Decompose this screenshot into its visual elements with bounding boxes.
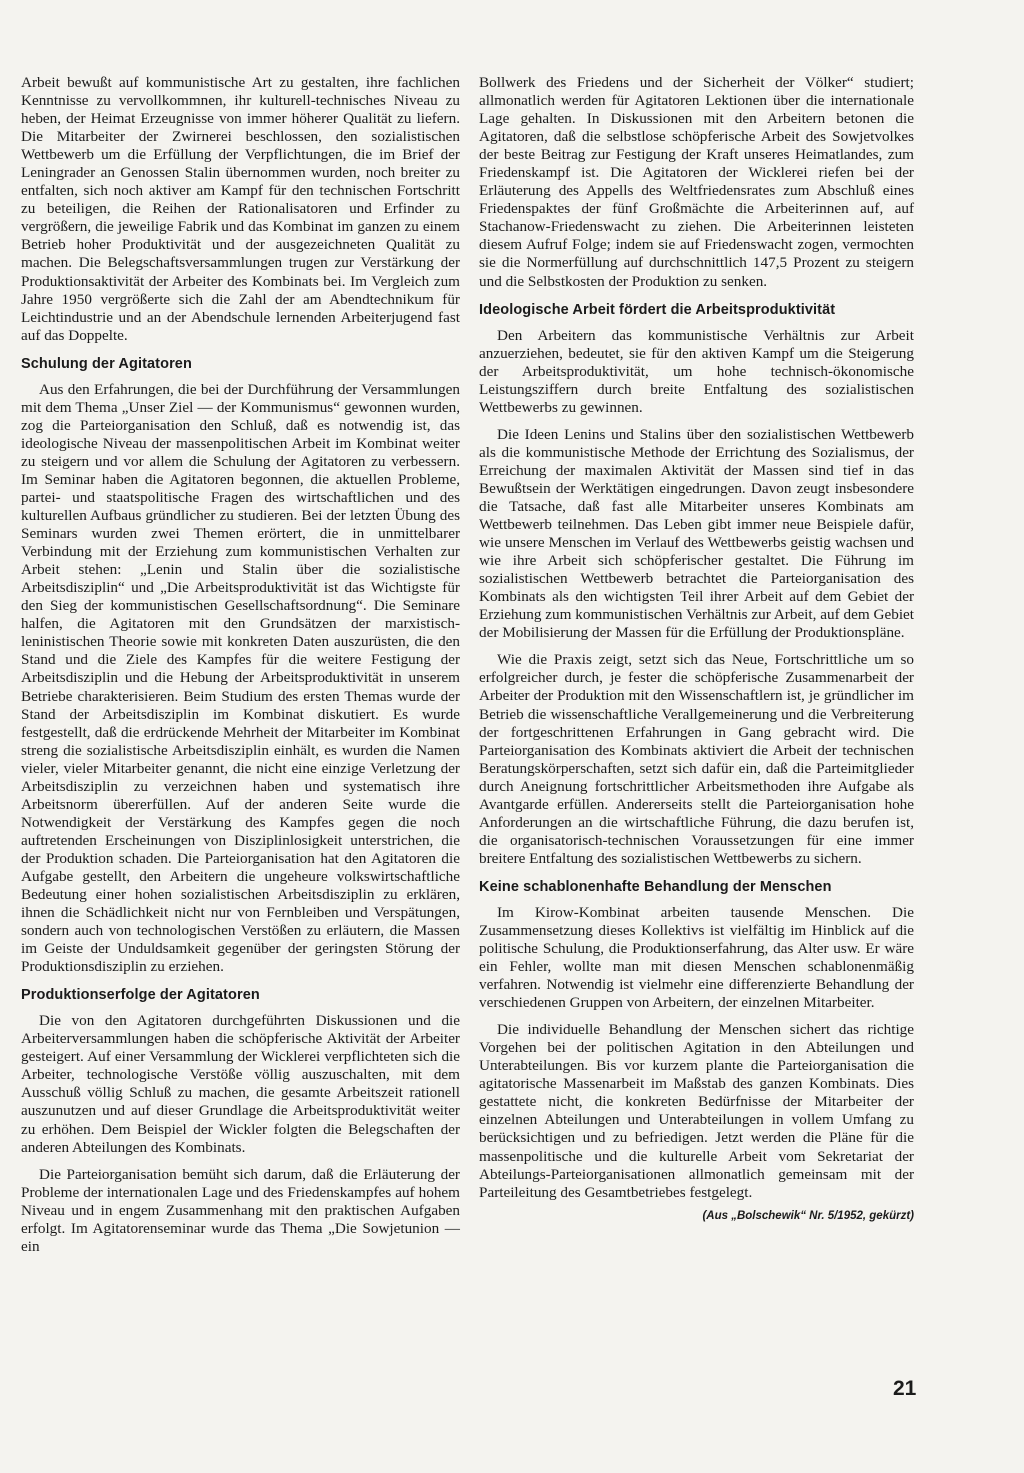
produktionserfolge-paragraph-2: Die Parteiorganisation bemüht sich darum, daß die Erläuterung der Probleme der internationalen Lage und des Friedenskampfes auf hohem Niveau und in engem Zusammenhang mit den praktischen Aufgaben erfolgt. Im Agitatorenseminar wurde das Thema „Die Sowjetunion — ein — [21, 1165, 460, 1255]
page-number: 21 — [893, 1377, 917, 1400]
intro-paragraph: Arbeit bewußt auf kommunistische Art zu gestalten, ihre fachlichen Kenntnisse zu vervollkommnen, ihr kulturell-technisches Niveau zu heben, der Heimat Erzeugnisse von immer höherer Qualität zu liefern. Die Mitarbeiter der Zwirnerei beschlossen, den sozialistischen Wettbewerb um die Erfüllung der Verpflichtungen, die im Brief der Leningrader an Genossen Stalin übernommen wurden, noch breiter zu entfalten, sich noch aktiver am Kampf für den technischen Fortschritt zu beteiligen, die Reihen der Rationalisatoren und Erfinder zu vergrößern, die jeweilige Fabrik und das Kombinat im ganzen zu einem Betrieb hoher Produktivität und der ausgezeichneten Qualität zu machen. Die Belegschaftsversammlungen trugen zur Verstärkung der Produktionsaktivität der Arbeiter des Kombinats bei. Im Vergleich zum Jahre 1950 vergrößerte sich die Zahl der am Abendtechnikum für Leichtindustrie und an der Abendschule lernenden Arbeiterjugend fast auf das Doppelte. — [21, 74, 460, 344]
right-column — [479, 74, 914, 1234]
heading-produktionserfolge: Produktionserfolge der Agitatoren — [21, 987, 260, 1004]
schulung-paragraph: Aus den Erfahrungen, die bei der Durchführung der Versammlungen mit dem Thema „Unser Ziel — der Kommunismus“ gewonnen wurden, zog die Parteiorganisation den Schluß, daß es notwendig ist, das ideologische Niveau der massenpolitischen Arbeit im Kombinat weiter zu steigern und vor allem die Schulung der Agitatoren zu verbessern. Im Seminar haben die Agitatoren begonnen, die aktuellen Probleme, partei- und staatspolitische Fragen des wirtschaftlichen und des kulturellen Aufbaus gründlicher zu studieren. Bei der letzten Übung des Seminars wurden zwei Themen erörtert, die in unmittelbarer Verbindung mit der Erziehung zum kommunistischen Verhalten zur Arbeit stehen: „Lenin und Stalin über die sozialistische Arbeitsdisziplin“ und „Die Arbeitsproduktivität ist das Wichtigste für den Sieg der kommunistischen Gesellschaftsordnung“. Die Seminare halfen, die Agitatoren mit den Grundsätzen der marxistisch-leninistischen Theorie sowie mit konkreten Daten auszurüsten, die den Stand und die Ziele des Kampfes für die weitere Festigung der Arbeitsdisziplin und die Hebung der Arbeitsproduktivität in unserem Betriebe charakterisieren. Beim Studium des ersten Themas wurde der Stand der Arbeitsdisziplin im Kombinat diskutiert. Es wurde festgestellt, daß die erdrückende Mehrheit der Mitarbeiter im Kombinat streng die sozialistische Arbeitsdisziplin einhält, es wurden die Namen vieler, vieler Mitarbeiter genannt, die nicht eine einzige Verletzung der Arbeitsdisziplin zu verzeichnen haben und systematisch ihre Arbeitsnorm übererfüllen. Auf der anderen Seite wurde die Notwendigkeit der Verstärkung des Kampfes gegen die noch auftretenden Erscheinungen von Disziplinlosigkeit unterstrichen, die der Produktion schaden. Die Parteiorganisation hat den Agitatoren die Aufgabe gestellt, den Arbeitern die ungeheure volkswirtschaftliche Bedeutung einer hohen sozialistischen Arbeitsdisziplin zu erklären, ihnen die Schädlichkeit nicht nur von Fernbleiben und Verspätungen, sondern auch von technologischen Verstößen zu erläutern, die Massen im Geiste der Unduldsamkeit gegenüber der geringsten Störung der Produktionsdisziplin zu erziehen. — [21, 380, 460, 976]
heading-schulung-der-agitatoren: Schulung der Agitatoren — [21, 355, 192, 372]
heading-keine-schablone: Keine schablonenhafte Behandlung der Menschen — [479, 878, 832, 895]
ideologie-paragraph-1: Den Arbeitern das kommunistische Verhältnis zur Arbeit anzuerziehen, bedeutet, sie für den aktiven Kampf um die Steigerung der Arbeitsproduktivität, um hohe technisch-ökonomische Leistungsziffern durch breite Entfaltung des sozialistischen Wettbewerbs zu gewinnen. — [479, 326, 914, 416]
ideologie-paragraph-3: Wie die Praxis zeigt, setzt sich das Neue, Fortschrittliche um so erfolgreicher durch, je fester die schöpferische Zusammenarbeit der Arbeiter der Produktion mit den Wissenschaftlern ist, je gründlicher im Betrieb die wissenschaftliche Verallgemeinerung und die Verbreiterung der fortgeschrittenen Erfahrungen in Gang gebracht wird. Die Parteiorganisation des Kombinats aktiviert die Arbeit der technischen Beratungskörperschaften, setzt sich dafür ein, daß die Parteimitglieder durch Aneignung fortschrittlicher Arbeitsmethoden ihre Aufgabe als Avantgarde erfüllen. Andererseits stellt die Parteiorganisation hohe Anforderungen an die wirtschaftliche Führung, die dazu berufen ist, die organisatorisch-technischen Voraussetzungen für eine immer breitere Entfaltung des sozialistischen Wettbewerbs zu sichern. — [479, 651, 914, 867]
ideologie-paragraph-2: Die Ideen Lenins und Stalins über den sozialistischen Wettbewerb als die kommunistische Methode der Errichtung des Sozialismus, der Erreichung der maximalen Aktivität der Massen sind tief in das Bewußtsein der Werktätigen eingedrungen. Davon zeugt insbesondere die Tatsache, daß fast alle Mitarbeiter unseres Kombinats am Wettbewerb teilnehmen. Das Leben gibt immer neue Beispiele dafür, wie unsere Menschen im Verlauf des Wettbewerbs geistig wachsen und wie ihre Arbeit sich schöpferischer gestaltet. Die Führung im sozialistischen Wettbewerb betrachtet die Parteiorganisation des Kombinats als den wichtigsten Teil ihrer Arbeit auf dem Gebiet der Erziehung zum kommunistischen Verhältnis zur Arbeit, auf dem Gebiet der Mobilisierung der Massen für die Erfüllung der Produktionspläne. — [479, 425, 914, 642]
schablone-paragraph-1: Im Kirow-Kombinat arbeiten tausende Menschen. Die Zusammensetzung dieses Kollektivs ist vielfältig im Hinblick auf die politische Schulung, die Produktionserfahrung, das Alter usw. Er wäre ein Fehler, wollte man mit diesen Menschen schablonenmäßig verfahren. Notwendig ist vielmehr eine differenzierte Behandlung der verschiedenen Gruppen von Arbeitern, der einzelnen Mitarbeiter. — [479, 903, 914, 1012]
heading-ideologische-arbeit: Ideologische Arbeit fördert die Arbeitsproduktivität — [479, 301, 836, 318]
schablone-paragraph-2: Die individuelle Behandlung der Menschen sichert das richtige Vorgehen bei der politischen Agitation in den Abteilungen und Unterabteilungen. Bis vor kurzem plante die Parteiorganisation die agitatorische Massenarbeit im Maßstab des ganzen Kombinats. Dies gestattete nicht, die konkreten Bedürfnisse der Mitarbeiter der einzelnen Abteilungen und Unterabteilungen in vollem Umfang zu berücksichtigen und zu befriedigen. Jetzt werden die Pläne für die massenpolitische und die kulturelle Arbeit vom Sekretariat der Abteilungs-Parteiorganisationen allmonatlich gemeinsam mit der Parteileitung des Gesamtbetriebes festgelegt. — [479, 1021, 914, 1201]
continuation-paragraph: Bollwerk des Friedens und der Sicherheit der Völker“ studiert; allmonatlich werden für Agitatoren Lektionen über die internationale Lage gehalten. In Diskussionen mit den Arbeitern betonen die Agitatoren, daß die selbstlose schöpferische Arbeit des Sowjetvolkes der beste Beitrag zur Festigung der Kraft unseres Heimatlandes, zum Friedenskampf ist. Die Agitatoren der Wicklerei riefen bei der Erläuterung des Appells des Weltfriedensrates zum Abschluß eines Friedenspaktes der fünf Großmächte die Arbeiterinnen auf, auf Stachanow-Friedenswacht zu ziehen. Die Arbeiterinnen leisteten diesem Aufruf Folge; indem sie auf Friedenswacht zogen, vermochten sie die Normerfüllung auf durchschnittlich 147,5 Prozent zu steigern und die Selbstkosten der Produktion zu senken. — [479, 74, 914, 290]
left-column — [21, 74, 460, 1265]
produktionserfolge-paragraph-1: Die von den Agitatoren durchgeführten Diskussionen und die Arbeiterversammlungen haben die schöpferische Aktivität der Arbeiter gesteigert. Auf einer Versammlung der Wicklerei verpflichteten sich die Arbeiter, technologische Verstöße völlig auszuschalten, mit dem Ausschuß völlig Schluß zu machen, die gesamte Arbeitszeit rationell auszunutzen und auf dieser Grundlage die Arbeitsproduktivität weiter zu erhöhen. Dem Beispiel der Wickler folgten die Belegschaften der anderen Abteilungen des Kombinats. — [21, 1012, 460, 1156]
source-citation: (Aus „Bolschewik“ Nr. 5/1952, gekürzt) — [702, 1209, 914, 1222]
